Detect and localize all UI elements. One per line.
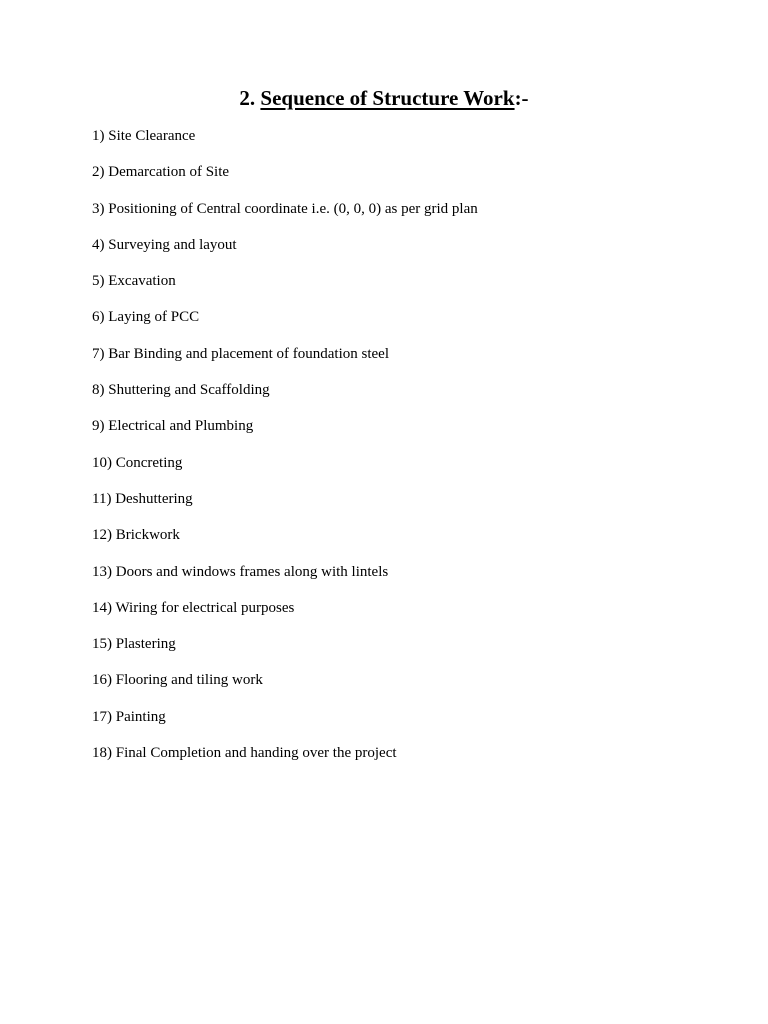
step-item: 7) Bar Binding and placement of foundation steel [92,345,390,362]
section-heading [0,84,768,112]
step-item: 4) Surveying and layout [92,236,237,253]
step-item: 3) Positioning of Central coordinate i.e. (0, 0, 0) as per grid plan [92,200,478,217]
step-item: 9) Electrical and Plumbing [92,418,254,435]
step-item: 17) Painting [92,708,166,725]
step-item: 11) Deshuttering [92,490,193,507]
step-item: 18) Final Completion and handing over the project [92,745,397,762]
step-item: 5) Excavation [92,273,176,290]
section-title: Sequence of Structure Work [260,86,515,110]
steps-list [92,126,478,779]
step-item: 12) Brickwork [92,527,180,544]
section-number: 2. [239,86,256,110]
step-item: 8) Shuttering and Scaffolding [92,382,270,399]
step-item: 14) Wiring for electrical purposes [92,599,295,616]
step-item: 6) Laying of PCC [92,309,200,326]
step-item: 13) Doors and windows frames along with lintels [92,563,389,580]
step-item: 16) Flooring and tiling work [92,672,263,689]
section-title-suffix: :- [514,86,529,110]
step-item: 2) Demarcation of Site [92,164,230,181]
step-item: 10) Concreting [92,454,183,471]
step-item: 1) Site Clearance [92,128,196,144]
step-item: 15) Plastering [92,636,176,653]
